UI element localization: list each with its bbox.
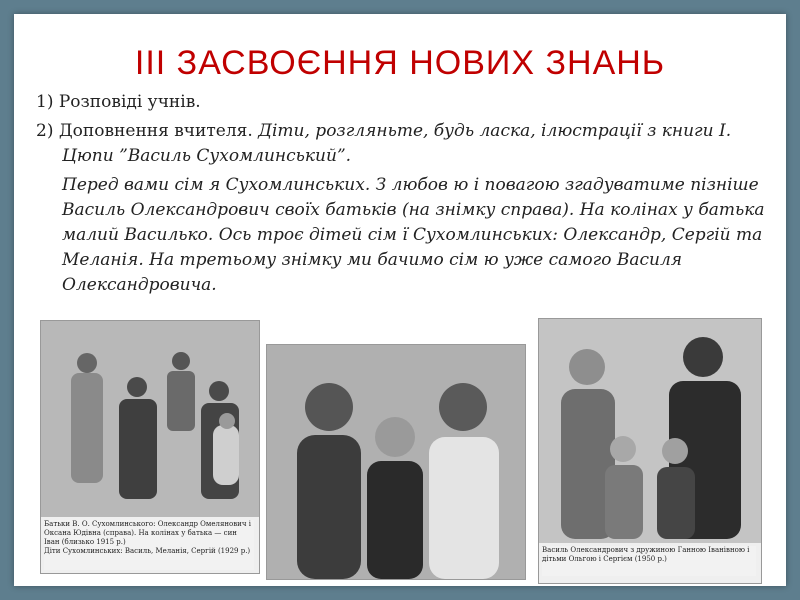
item-italic-text: Діти, розгляньте, будь ласка, ілюстрації з книги І. Цюпи ”Василь Сухомлинський”. bbox=[62, 121, 732, 166]
list-item bbox=[36, 90, 776, 115]
description-paragraph bbox=[36, 173, 776, 298]
slide-title: III ЗАСВОЄННЯ НОВИХ ЗНАНЬ bbox=[134, 44, 666, 82]
children-photo-image bbox=[267, 345, 525, 579]
caption-text-2: Діти Сухомлинських: Василь, Меланія, Сергій (1929 р.) bbox=[44, 547, 251, 555]
caption-text: Батьки В. О. Сухомлинського: Олександр Омелянович і Оксана Юдівна (справа). На колінах у батька — син Іван (близько 1915 р.) bbox=[44, 520, 251, 546]
slide bbox=[14, 14, 786, 586]
item-text: Розповіді учнів. bbox=[58, 92, 201, 112]
list-item bbox=[36, 119, 776, 169]
item-number: 2) bbox=[36, 121, 54, 141]
family-photo-caption: Василь Олександрович з дружиною Ганною Іванівною і дітьми Ольгою і Сергієм (1950 р.) bbox=[542, 546, 756, 576]
item-number: 1) bbox=[36, 92, 54, 112]
slide-body bbox=[36, 90, 776, 302]
children-photo bbox=[266, 344, 526, 580]
paragraph-text: Перед вами сім я Сухомлинських. З любов ю і повагою згадуватиме пізніше Василь Олександрович своїх батьків (на знімку справа). На колінах у батька малий Василько. Ось троє дітей сім ї Сухомлинських: Олександр, Сергій та Меланія. На третьому знімку ми бачимо сім ю уже самого Василя Олександровича. bbox=[62, 175, 765, 295]
family-photo-image bbox=[539, 319, 761, 583]
parents-photo-caption bbox=[44, 520, 254, 570]
family-photo bbox=[538, 318, 762, 584]
item-text: Доповнення вчителя. bbox=[58, 121, 253, 141]
